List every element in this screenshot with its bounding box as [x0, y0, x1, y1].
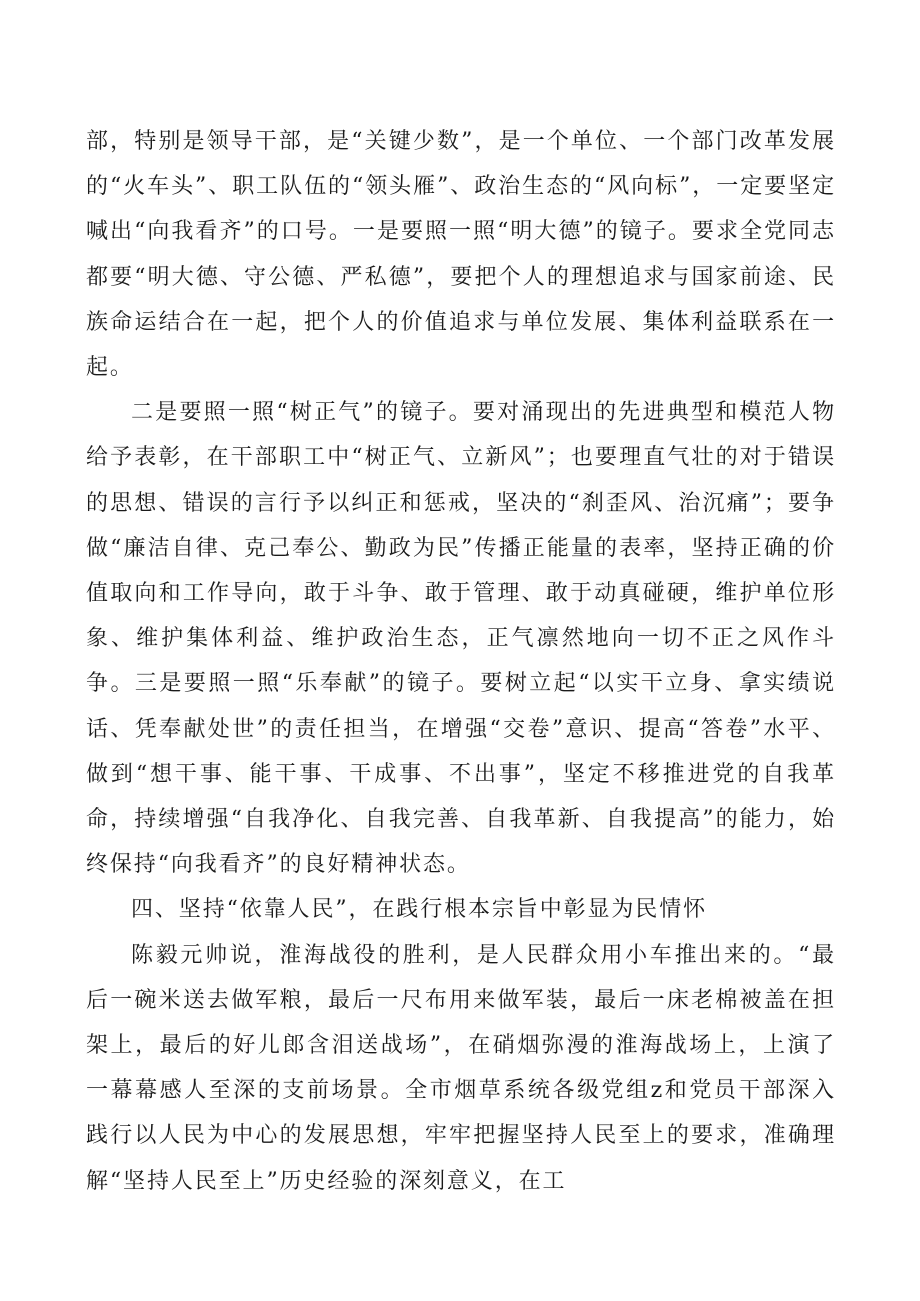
- paragraph-3: 陈毅元帅说，淮海战役的胜利，是人民群众用小车推出来的。“最后一碗米送去做军粮，最后一尺布用来做军装，最后一床老棉被盖在担架上，最后的好儿郎含泪送战场”，在硝烟弥漫的淮海战场上，上演了一幕幕感人至深的支前场景。全市烟草系统各级党组z和党员干部深入践行以人民为中心的发展思想，牢牢把握坚持人民至上的要求，准确理解“坚持人民至上”历史经验的深刻意义，在工: [86, 942, 836, 1194]
- document-body: [86, 119, 836, 1204]
- paragraph-1: 部，特别是领导干部，是“关键少数”，是一个单位、一个部门改革发展的“火车头”、职工队伍的“领头雁”、政治生态的“风向标”，一定要坚定喊出“向我看齐”的口号。一是要照一照“明大德”的镜子。要求全党同志都要“明大德、守公德、严私德”，要把个人的理想追求与国家前途、民族命运结合在一起，把个人的价值追求与单位发展、集体利益联系在一起。: [86, 129, 836, 381]
- paragraph-2: 二是要照一照“树正气”的镜子。要对涌现出的先进典型和模范人物给予表彰，在干部职工中“树正气、立新风”；也要理直气壮的对于错误的思想、错误的言行予以纠正和惩戒，坚决的“刹歪风、治沉痛”；要争做“廉洁自律、克己奉公、勤政为民”传播正能量的表率，坚持正确的价值取向和工作导向，敢于斗争、敢于管理、敢于动真碰硬，维护单位形象、维护集体利益、维护政治生态，正气凛然地向一切不正之风作斗争。三是要照一照“乐奉献”的镜子。要树立起“以实干立身、拿实绩说话、凭奉献处世”的责任担当，在增强“交卷”意识、提高“答卷”水平、做到“想干事、能干事、干成事、不出事”，坚定不移推进党的自我革命，持续增强“自我净化、自我完善、自我革新、自我提高”的能力，始终保持“向我看齐”的良好精神状态。: [86, 400, 836, 878]
- section-heading: 四、坚持“依靠人民”，在践行根本宗旨中彰显为民情怀: [131, 897, 707, 923]
